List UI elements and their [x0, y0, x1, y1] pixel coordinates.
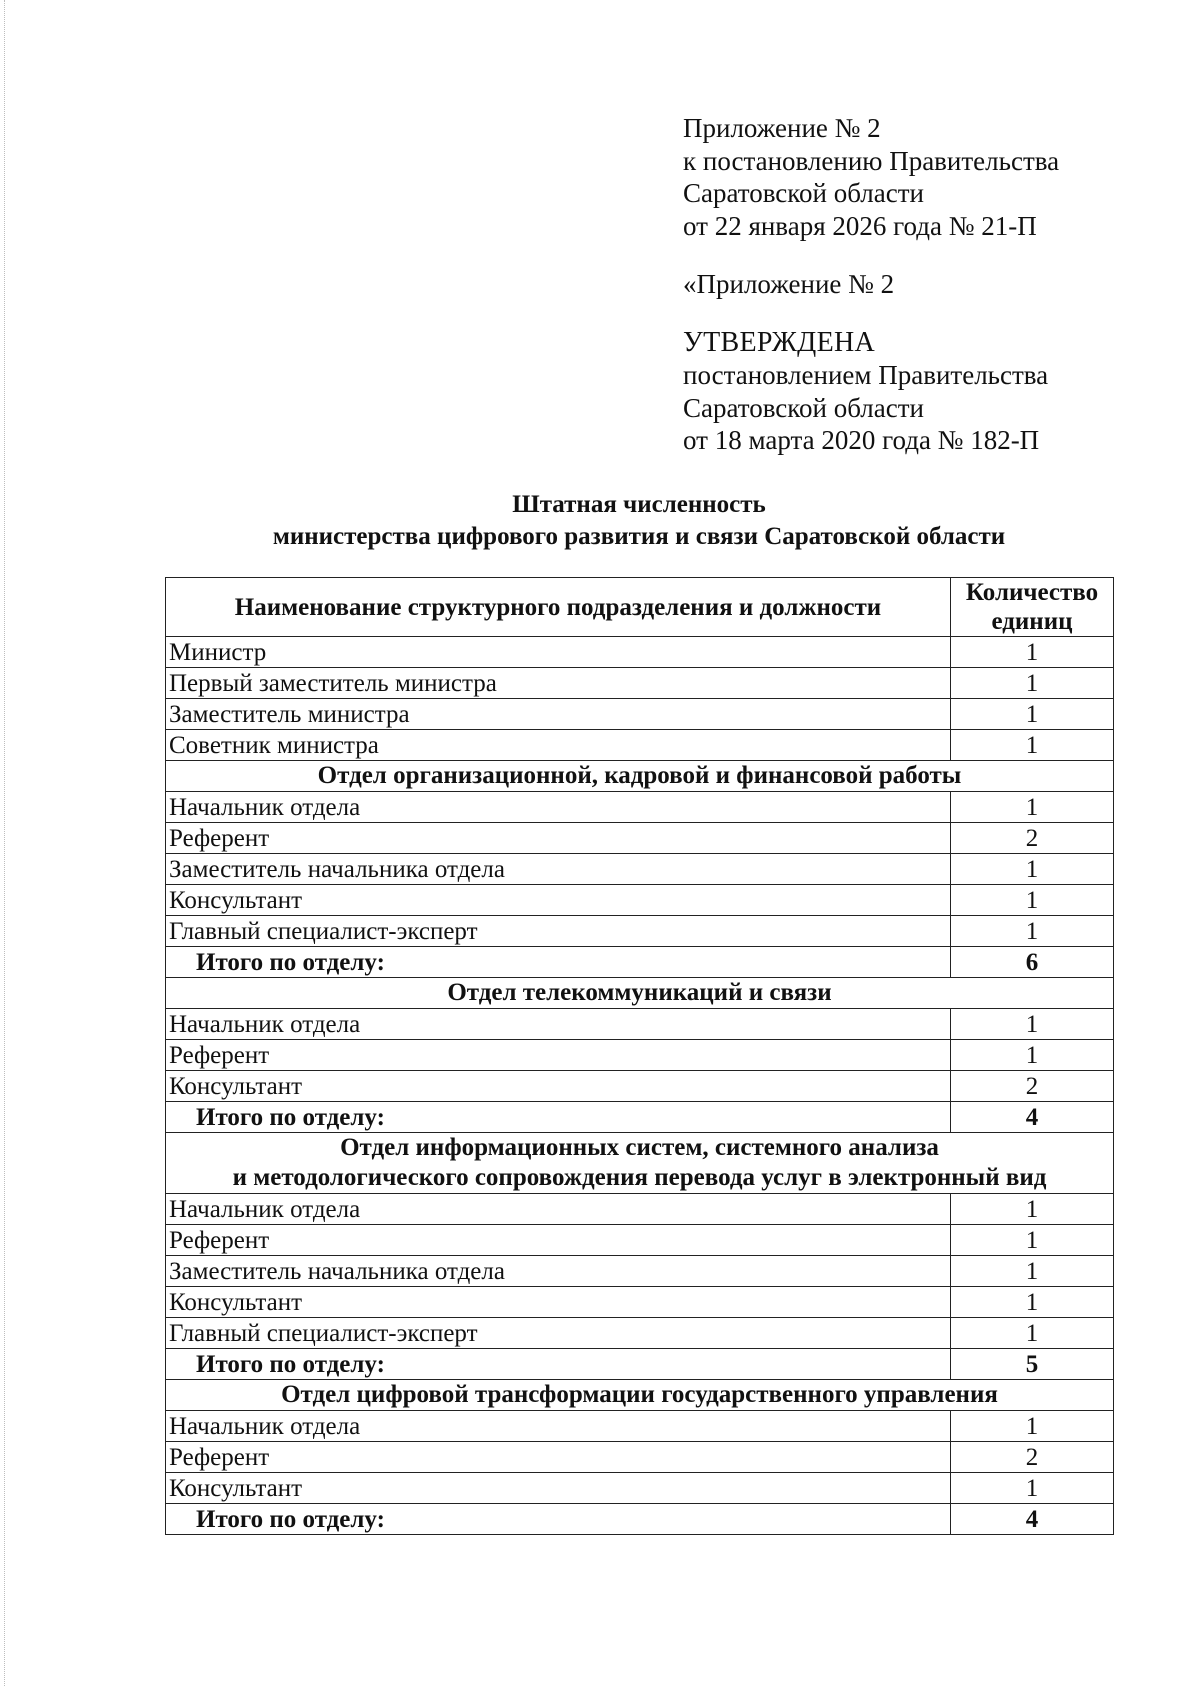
position-name: Заместитель министра	[166, 699, 951, 730]
approved-label: УТВЕРЖДЕНА	[683, 326, 876, 358]
position-name: Начальник отдела	[166, 1009, 951, 1040]
section-title: Отдел телекоммуникаций и связи	[166, 978, 1114, 1009]
total-row	[166, 1504, 1114, 1535]
total-label: Итого по отделу:	[166, 1102, 951, 1133]
position-name: Референт	[166, 823, 951, 854]
table-row	[166, 668, 1114, 699]
approved-line: постановлением Правительства	[683, 360, 1049, 390]
position-qty: 1	[951, 1287, 1114, 1318]
position-qty: 1	[951, 637, 1114, 668]
total-value: 5	[951, 1349, 1114, 1380]
position-qty: 1	[951, 1411, 1114, 1442]
section-row	[166, 761, 1114, 792]
position-qty: 1	[951, 792, 1114, 823]
section-title: Отдел организационной, кадровой и финансовой работы	[166, 761, 1114, 792]
header-block	[683, 112, 1059, 457]
position-qty: 1	[951, 730, 1114, 761]
section-row	[166, 1380, 1114, 1411]
section-title-line: и методологического сопровождения перевода услуг в электронный вид	[232, 1164, 1047, 1191]
appendix-line: к постановлению Правительства	[683, 145, 1060, 176]
position-name: Консультант	[166, 1473, 951, 1504]
table-row	[166, 1225, 1114, 1256]
appendix-line: Приложение № 2	[683, 113, 881, 143]
table-row	[166, 1071, 1114, 1102]
approved-line: Саратовской области	[683, 392, 924, 423]
title-line-2: министерства цифрового развития и связи Саратовской области	[272, 523, 1006, 550]
position-qty: 1	[951, 916, 1114, 947]
position-name: Референт	[166, 1225, 951, 1256]
position-name: Консультант	[166, 885, 951, 916]
position-name: Главный специалист-эксперт	[166, 916, 951, 947]
total-label: Итого по отделу:	[166, 947, 951, 978]
section-title-line: Отдел информационных систем, системного анализа	[340, 1134, 939, 1161]
total-label: Итого по отделу:	[166, 1349, 951, 1380]
table-row	[166, 1442, 1114, 1473]
table-row	[166, 699, 1114, 730]
table-row	[166, 1287, 1114, 1318]
total-row	[166, 1102, 1114, 1133]
position-name: Заместитель начальника отдела	[166, 854, 951, 885]
quoted-appendix: «Приложение № 2	[683, 269, 895, 299]
table-row	[166, 637, 1114, 668]
approved-line: от 18 марта 2020 года № 182-П	[683, 425, 1040, 455]
table-row	[166, 916, 1114, 947]
position-name: Консультант	[166, 1287, 951, 1318]
position-qty: 1	[951, 699, 1114, 730]
position-qty: 1	[951, 1009, 1114, 1040]
table-row	[166, 792, 1114, 823]
table-row	[166, 1411, 1114, 1442]
section-title	[166, 1133, 1114, 1194]
position-name: Начальник отдела	[166, 792, 951, 823]
total-value: 6	[951, 947, 1114, 978]
table-row	[166, 854, 1114, 885]
table-row	[166, 1194, 1114, 1225]
position-qty: 2	[951, 1071, 1114, 1102]
table-row	[166, 730, 1114, 761]
table-row	[166, 885, 1114, 916]
appendix-line: от 22 января 2026 года № 21-П	[683, 210, 1037, 241]
table-row	[166, 1009, 1114, 1040]
position-qty: 2	[951, 1442, 1114, 1473]
position-qty: 1	[951, 1040, 1114, 1071]
position-name: Начальник отдела	[166, 1194, 951, 1225]
table-row	[166, 1473, 1114, 1504]
staff-table	[165, 577, 1114, 1535]
position-name: Министр	[166, 637, 951, 668]
position-name: Первый заместитель министра	[166, 668, 951, 699]
total-value: 4	[951, 1102, 1114, 1133]
total-row	[166, 947, 1114, 978]
section-title: Отдел цифровой трансформации государственного управления	[166, 1380, 1114, 1411]
column-header-qty: Количество единиц	[951, 578, 1114, 637]
position-qty: 2	[951, 823, 1114, 854]
position-qty: 1	[951, 668, 1114, 699]
title-line-1: Штатная численность	[512, 491, 766, 518]
document-title	[165, 489, 1113, 553]
column-header-name: Наименование структурного подразделения и должности	[166, 578, 951, 637]
position-qty: 1	[951, 854, 1114, 885]
position-name: Референт	[166, 1442, 951, 1473]
position-name: Главный специалист-эксперт	[166, 1318, 951, 1349]
total-value: 4	[951, 1504, 1114, 1535]
position-qty: 1	[951, 1225, 1114, 1256]
position-qty: 1	[951, 1318, 1114, 1349]
table-row	[166, 1256, 1114, 1287]
position-qty: 1	[951, 1256, 1114, 1287]
section-row	[166, 1133, 1114, 1194]
table-header-row	[166, 578, 1114, 637]
appendix-line: Саратовской области	[683, 178, 924, 208]
position-name: Референт	[166, 1040, 951, 1071]
position-name: Заместитель начальника отдела	[166, 1256, 951, 1287]
scan-edge	[4, 0, 6, 1686]
table-row	[166, 1318, 1114, 1349]
position-name: Начальник отдела	[166, 1411, 951, 1442]
total-row	[166, 1349, 1114, 1380]
position-name: Советник министра	[166, 730, 951, 761]
total-label: Итого по отделу:	[166, 1504, 951, 1535]
position-qty: 1	[951, 1194, 1114, 1225]
section-row	[166, 978, 1114, 1009]
position-name: Консультант	[166, 1071, 951, 1102]
position-qty: 1	[951, 1473, 1114, 1504]
position-qty: 1	[951, 885, 1114, 916]
table-row	[166, 823, 1114, 854]
table-row	[166, 1040, 1114, 1071]
